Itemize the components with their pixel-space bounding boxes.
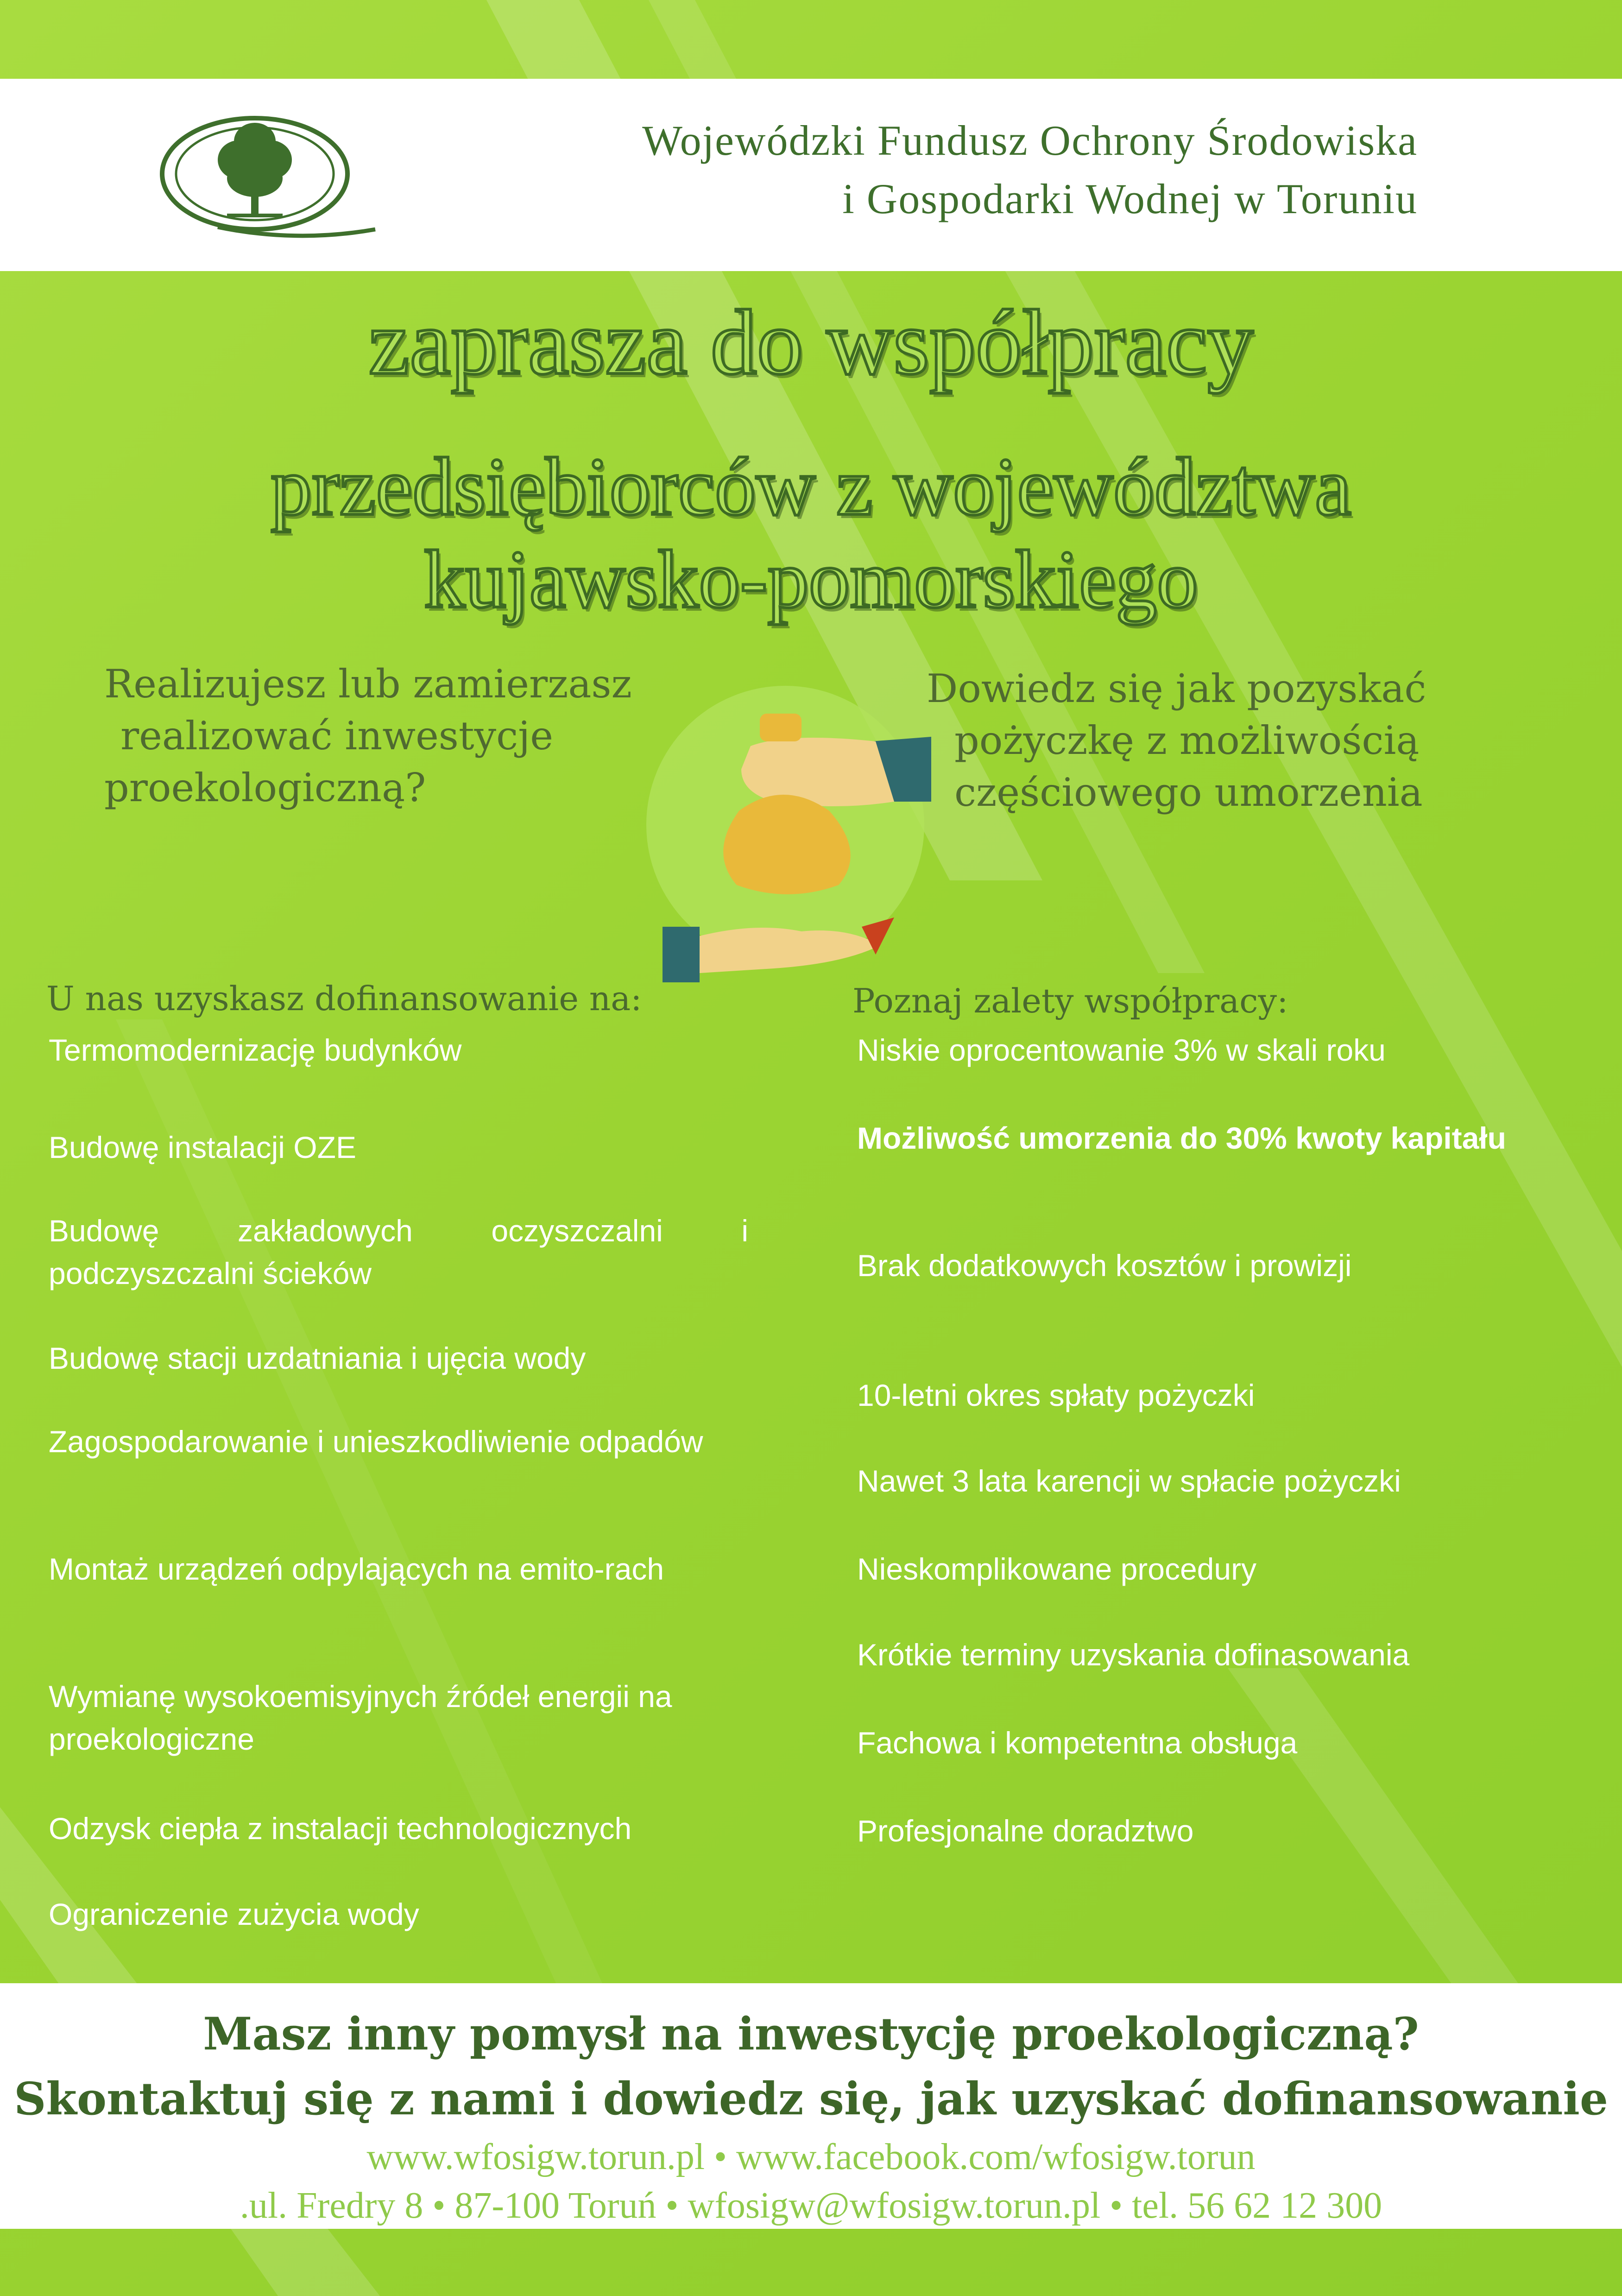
- list-item: Wymianę wysokoemisyjnych źródeł energii na proekologiczne: [49, 1679, 672, 1756]
- question-right-line1: Dowiedz się jak pozyskać: [927, 666, 1426, 711]
- list-item: 10-letni okres spłaty pożyczki: [857, 1378, 1255, 1412]
- list-item: Termomodernizację budynków: [49, 1033, 462, 1067]
- list-item: Zagospodarowanie i unieszkodliwienie odpadów: [49, 1424, 703, 1459]
- list-item: Krótkie terminy uzyskania dofinasowania: [857, 1638, 1410, 1672]
- org-name-line2: i Gospodarki Wodnej w Toruniu: [842, 175, 1418, 222]
- list-item: Odzysk ciepła z instalacji technologicznych: [49, 1811, 632, 1846]
- organization-name: [398, 111, 1418, 228]
- list-item: Budowę instalacji OZE: [49, 1130, 356, 1164]
- list-item: Niskie oprocentowanie 3% w skali roku: [857, 1033, 1386, 1067]
- list-item: Możliwość umorzenia do 30% kwoty kapitału: [857, 1121, 1506, 1155]
- list-item: Brak dodatkowych kosztów i prowizji: [857, 1248, 1352, 1283]
- question-left-line3: proekologiczną?: [104, 765, 426, 810]
- question-left-line2: realizować inwestycje: [120, 713, 553, 759]
- money-bag-hand-icon: [635, 686, 936, 987]
- headline-line1: zaprasza do współpracy: [368, 291, 1254, 394]
- address-contact: .ul. Fredry 8 • 87-100 Toruń • wfosigw@wfosigw.torun.pl • tel. 56 62 12 300: [240, 2185, 1382, 2226]
- question-right-line3: częściowego umorzenia: [954, 770, 1423, 815]
- list-item: Budowę zakładowych oczyszczalni i podczyszczalni ścieków: [49, 1214, 748, 1290]
- list-item: Profesjonalne doradztwo: [857, 1814, 1194, 1848]
- website-links: www.wfosigw.torun.pl • www.facebook.com/wfosigw.torun: [366, 2137, 1256, 2177]
- tree-logo-icon: [144, 104, 380, 243]
- list-item: Ograniczenie zużycia wody: [49, 1897, 419, 1931]
- list-item: Fachowa i kompetentna obsługa: [857, 1726, 1298, 1760]
- question-right: [899, 663, 1557, 818]
- left-column-heading: U nas uzyskasz dofinansowanie na:: [46, 979, 642, 1018]
- cta-question: Masz inny pomysł na inwestycję proekologiczną?: [203, 2008, 1419, 2060]
- list-item: Nawet 3 lata karencji w spłacie pożyczki: [857, 1464, 1401, 1498]
- right-column-heading: Poznaj zalety współpracy:: [852, 981, 1288, 1020]
- cta-contact: Skontaktuj się z nami i dowiedz się, jak uzyskać dofinansowanie: [14, 2073, 1608, 2125]
- list-item: Montaż urządzeń odpylających na emito-rach: [49, 1552, 664, 1586]
- question-right-line2: pożyczkę z możliwością: [954, 718, 1420, 763]
- question-left-line1: Realizujesz lub zamierzasz: [104, 661, 632, 707]
- list-item: Budowę stacji uzdatniania i ujęcia wody: [49, 1341, 586, 1375]
- list-item: Nieskomplikowane procedury: [857, 1552, 1257, 1586]
- org-name-line1: Wojewódzki Fundusz Ochrony Środowiska: [642, 117, 1418, 164]
- headline-line3: kujawsko-pomorskiego: [423, 533, 1198, 625]
- headline-line2: przedsiębiorców z województwa: [271, 441, 1351, 532]
